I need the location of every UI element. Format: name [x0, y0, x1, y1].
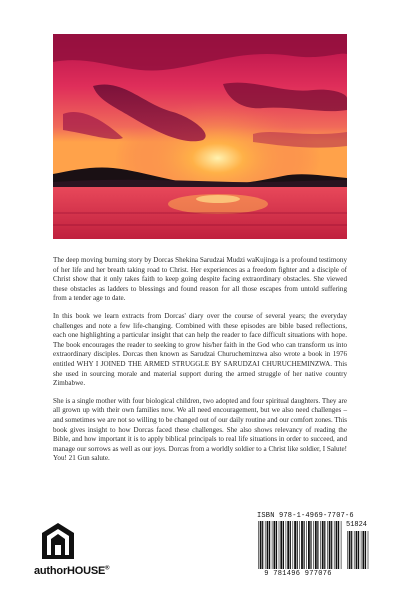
barcode-bar	[310, 521, 311, 569]
publisher-name: authorHOUSE®	[34, 565, 110, 577]
barcode-bar	[336, 521, 338, 569]
barcode-bar	[265, 521, 266, 569]
authorhouse-logo-icon	[40, 521, 76, 561]
blurb-paragraph-3: She is a single mother with four biological children, two adopted and four spiritual daughters. They are all grown up with their own families now. We all need encouragement, but we also need challenges – and sometimes we are not so willing to be changed out of our daily routine and our comfort zones. This book gives insight to how Dorcas faced these challenges. She also shows relevancy of reading the Bible, and how important it is to apply biblical principals to real life situations in order to succeed, and manage our sorrows as well as our joys. Dorcas from a worldly soldier to a Christ like soldier, I Salute! You! 21 Gun salute.	[53, 396, 347, 463]
barcode-bar	[347, 531, 348, 569]
barcode-bar	[363, 531, 365, 569]
barcode-bar	[276, 521, 277, 569]
barcode-bar	[320, 521, 321, 569]
sunset-lake-photo	[53, 34, 347, 239]
barcode-bar	[327, 521, 328, 569]
barcode-bar	[274, 521, 276, 569]
barcode-bar	[334, 521, 335, 569]
barcode-bar	[272, 521, 273, 569]
barcode-bar	[356, 531, 358, 569]
barcode-bar	[317, 521, 318, 569]
barcode-bar	[286, 521, 287, 569]
barcode-bar	[322, 521, 324, 569]
barcode-bar	[341, 521, 342, 569]
barcode-bar	[283, 521, 284, 569]
price-code: 51824	[346, 521, 368, 529]
publisher-logo	[34, 521, 118, 579]
barcode-bar	[258, 521, 259, 569]
barcode-bar	[297, 521, 298, 569]
barcode-bar	[267, 521, 269, 569]
barcode-bar	[368, 531, 369, 569]
ean-digits: 9 781496 977076	[264, 570, 332, 578]
barcode-bar	[361, 531, 362, 569]
barcode-bar	[290, 521, 291, 569]
barcode-bar	[260, 521, 262, 569]
blurb-paragraph-2: In this book we learn extracts from Dorcas' diary over the course of several years; the everyday challenges and note a few life-changing. Combined with these episodes are bible based reflections, each one highlighting a particular insight that can help the reader to face difficult situations with hope. The book encourages the reader to seeking to grow his/her faith in the God who can transform us into extraordinary disciples. Dorcas then known as Sarudzai Churucheminzwa also wrote a book in 1976 entitled WHY I JOINED THE ARMED STRUGGLE BY SARUDZAI CHURUCHEMINZWA. This she used in sourcing morale and material support during the armed struggle of her native country Zimbabwe.	[53, 311, 347, 388]
barcode-bar	[301, 521, 303, 569]
blurb-paragraph-1: The deep moving burning story by Dorcas Shekina Sarudzai Mudzi waKujinga is a profound testimony of her life and her breath taking road to Christ. Her experiences as a freedom fighter and a disciple of Christ show that it only takes faith to keep going despite facing extraordinary obstacles. She viewed these obstacles as ladders to blessings and found reason for all those escapes from untold suffering from a tender age to date.	[53, 256, 347, 303]
sunset-illustration	[53, 34, 347, 239]
barcode-bar	[293, 521, 294, 569]
barcode-bar	[338, 521, 339, 569]
barcode-bar	[269, 521, 270, 569]
barcode-bar	[324, 521, 325, 569]
barcode-bar	[331, 521, 332, 569]
ean-barcode-bars	[257, 521, 343, 569]
barcode-bar	[308, 521, 310, 569]
price-barcode-bars	[346, 531, 370, 569]
barcode-bar	[294, 521, 296, 569]
barcode-bar	[304, 521, 305, 569]
barcode-bar	[287, 521, 289, 569]
barcode-bar	[306, 521, 307, 569]
back-cover-blurb	[53, 256, 347, 472]
barcode-bar	[280, 521, 282, 569]
barcode-bar	[354, 531, 355, 569]
barcode-bar	[365, 531, 366, 569]
barcode-bar	[315, 521, 317, 569]
barcode-bar	[279, 521, 280, 569]
barcode-bar	[349, 531, 351, 569]
barcode-bar	[358, 531, 359, 569]
barcode-bar	[329, 521, 331, 569]
barcode-bar	[262, 521, 263, 569]
barcode-bar	[313, 521, 314, 569]
barcode-bar	[299, 521, 300, 569]
isbn-label: ISBN 978-1-4969-7707-6	[257, 512, 354, 520]
barcode-bar	[351, 531, 352, 569]
isbn-barcode	[255, 512, 372, 580]
